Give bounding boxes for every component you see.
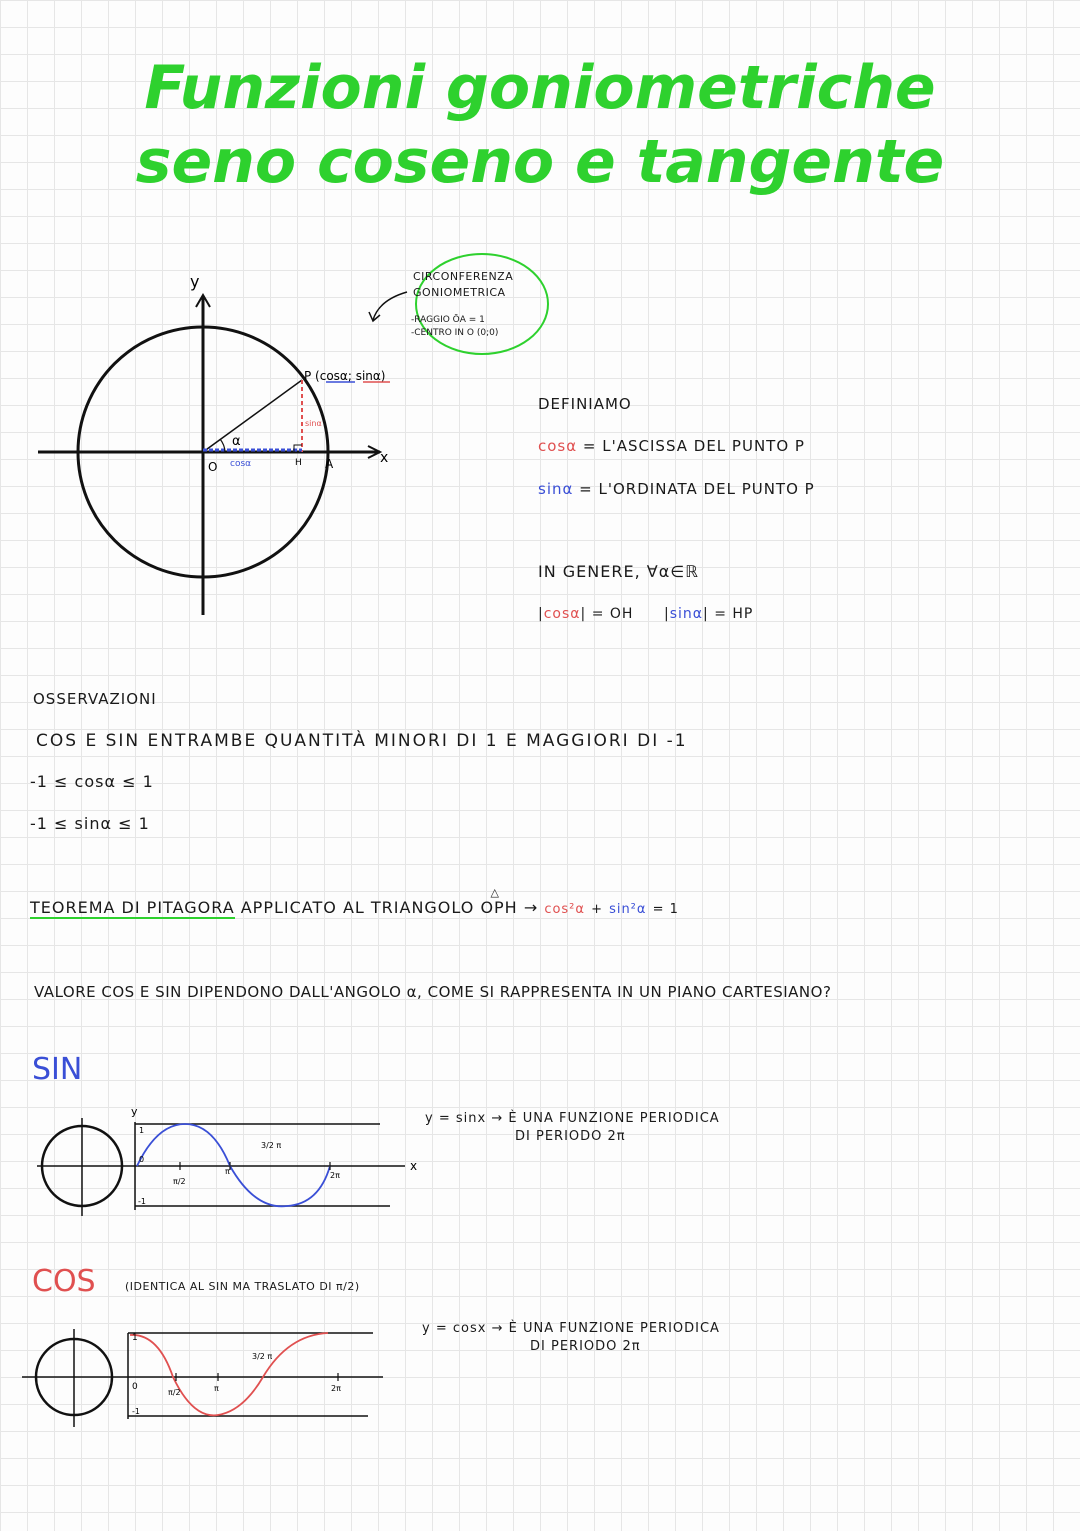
cos-formula-line [422,1321,720,1336]
cos-label: cosα [230,459,252,469]
cos-one-label: 1 [132,1333,138,1343]
observations-heading: OSSERVAZIONI [33,690,157,708]
sin-pi-label: π [225,1167,230,1176]
sin-x-label: x [410,1159,418,1173]
point-p-label: P (cosα; sinα) [304,369,386,383]
cos-arrow: → [491,1321,504,1336]
triangle-label: △ OPH [480,886,518,917]
page-subtitle: seno coseno e tangente [135,127,945,197]
cos-pi-label: π [214,1384,219,1393]
observations-line: COS E SIN ENTRAMBE QUANTITÀ MINORI DI 1 E MAGGIORI DI -1 [36,731,688,751]
sin-arrow: → [491,1111,504,1126]
point-h-label: H [295,458,302,468]
sin-squared: sin²α [609,902,647,917]
cos-desc1: È UNA FUNZIONE PERIODICA [508,1321,720,1336]
general-statement: IN GENERE, ∀α∈ℝ [538,562,699,581]
sin-term: sinα [538,480,574,498]
sin-y-label: y [131,1105,138,1118]
callout-line4: -CENTRO IN O (0;0) [411,328,499,338]
sin-pi-half-label: π/2 [173,1177,186,1186]
pythagoras-line [30,886,679,917]
cos-formula: y = cosx [422,1321,487,1336]
cos-inequality: -1 ≤ cosα ≤ 1 [30,772,154,791]
callout-line2: GONIOMETRICA [413,286,506,299]
angle-label: α [232,434,241,449]
cos-term: cosα [538,437,578,455]
cos-zero-label: 0 [132,1382,138,1392]
y-axis-label: y [190,272,200,291]
cos-minus-one-label: -1 [132,1407,140,1416]
cos-three-half-pi-label: 3/2 π [252,1352,273,1361]
cos-two-pi-label: 2π [331,1384,341,1393]
point-a-label: A [325,457,334,471]
sin-curve [137,1124,330,1206]
abs-sin: |sinα| = HP [664,606,754,622]
callout-line3: -RAGGIO ŌA = 1 [411,315,485,325]
sin-desc2: DI PERIODO 2π [515,1129,626,1144]
pythagoras-rest: APPLICATO AL TRIANGOLO [240,898,475,917]
abs-cos: |cosα| = OH [538,606,634,622]
sin-formula-line [425,1111,720,1126]
abs-sin-rest: = HP [714,606,754,622]
sin-three-half-pi-label: 3/2 π [261,1141,282,1150]
sin-label: sinα [305,419,322,428]
x-axis-label: x [380,450,389,466]
sin-minus-one-label: -1 [138,1197,146,1206]
cos-definition [538,437,805,455]
origin-label: O [208,460,218,474]
callout-line1: CIRCONFERENZA [413,270,514,283]
callout-bubble [365,250,555,360]
equals-one: = 1 [652,902,679,917]
sin-desc1: È UNA FUNZIONE PERIODICA [508,1111,720,1126]
pythagoras-underlined: TEOREMA DI PITAGORA [30,898,235,917]
sin-two-pi-label: 2π [330,1171,340,1180]
abs-cos-rest: = OH [591,606,634,622]
cos-desc2: DI PERIODO 2π [530,1339,641,1354]
plus-sign: + [591,902,603,917]
cos-squared: cos²α [544,902,585,917]
cos-graph [18,1315,418,1440]
abs-sin-term: sinα [669,606,704,622]
sin-def-text: = L'ORDINATA DEL PUNTO P [579,480,815,498]
cos-def-text: = L'ASCISSA DEL PUNTO P [582,437,805,455]
pythagoras-arrow: → [523,898,539,917]
cos-pi-half-label: π/2 [168,1388,181,1397]
abs-cos-term: cosα [543,606,581,622]
definitions-heading: DEFINIAMO [538,395,632,413]
sin-formula: y = sinx [425,1111,487,1126]
sin-zero-label: 0 [139,1155,145,1164]
sin-inequality: -1 ≤ sinα ≤ 1 [30,814,150,833]
cos-curve [130,1333,328,1415]
sin-one-label: 1 [139,1126,145,1135]
sin-definition [538,480,815,498]
cos-note: (IDENTICA AL SIN MA TRASLATO DI π/2) [125,1280,360,1293]
radius-op [203,380,302,452]
sin-heading: SIN [32,1052,83,1087]
page-title: Funzioni goniometriche [144,53,936,123]
question-line: VALORE COS E SIN DIPENDONO DALL'ANGOLO α, COME SI RAPPRESENTA IN UN PIANO CARTESIANO? [34,983,832,1001]
callout-ellipse [416,254,548,354]
sin-graph [25,1100,425,1225]
cos-heading: COS [32,1264,96,1299]
